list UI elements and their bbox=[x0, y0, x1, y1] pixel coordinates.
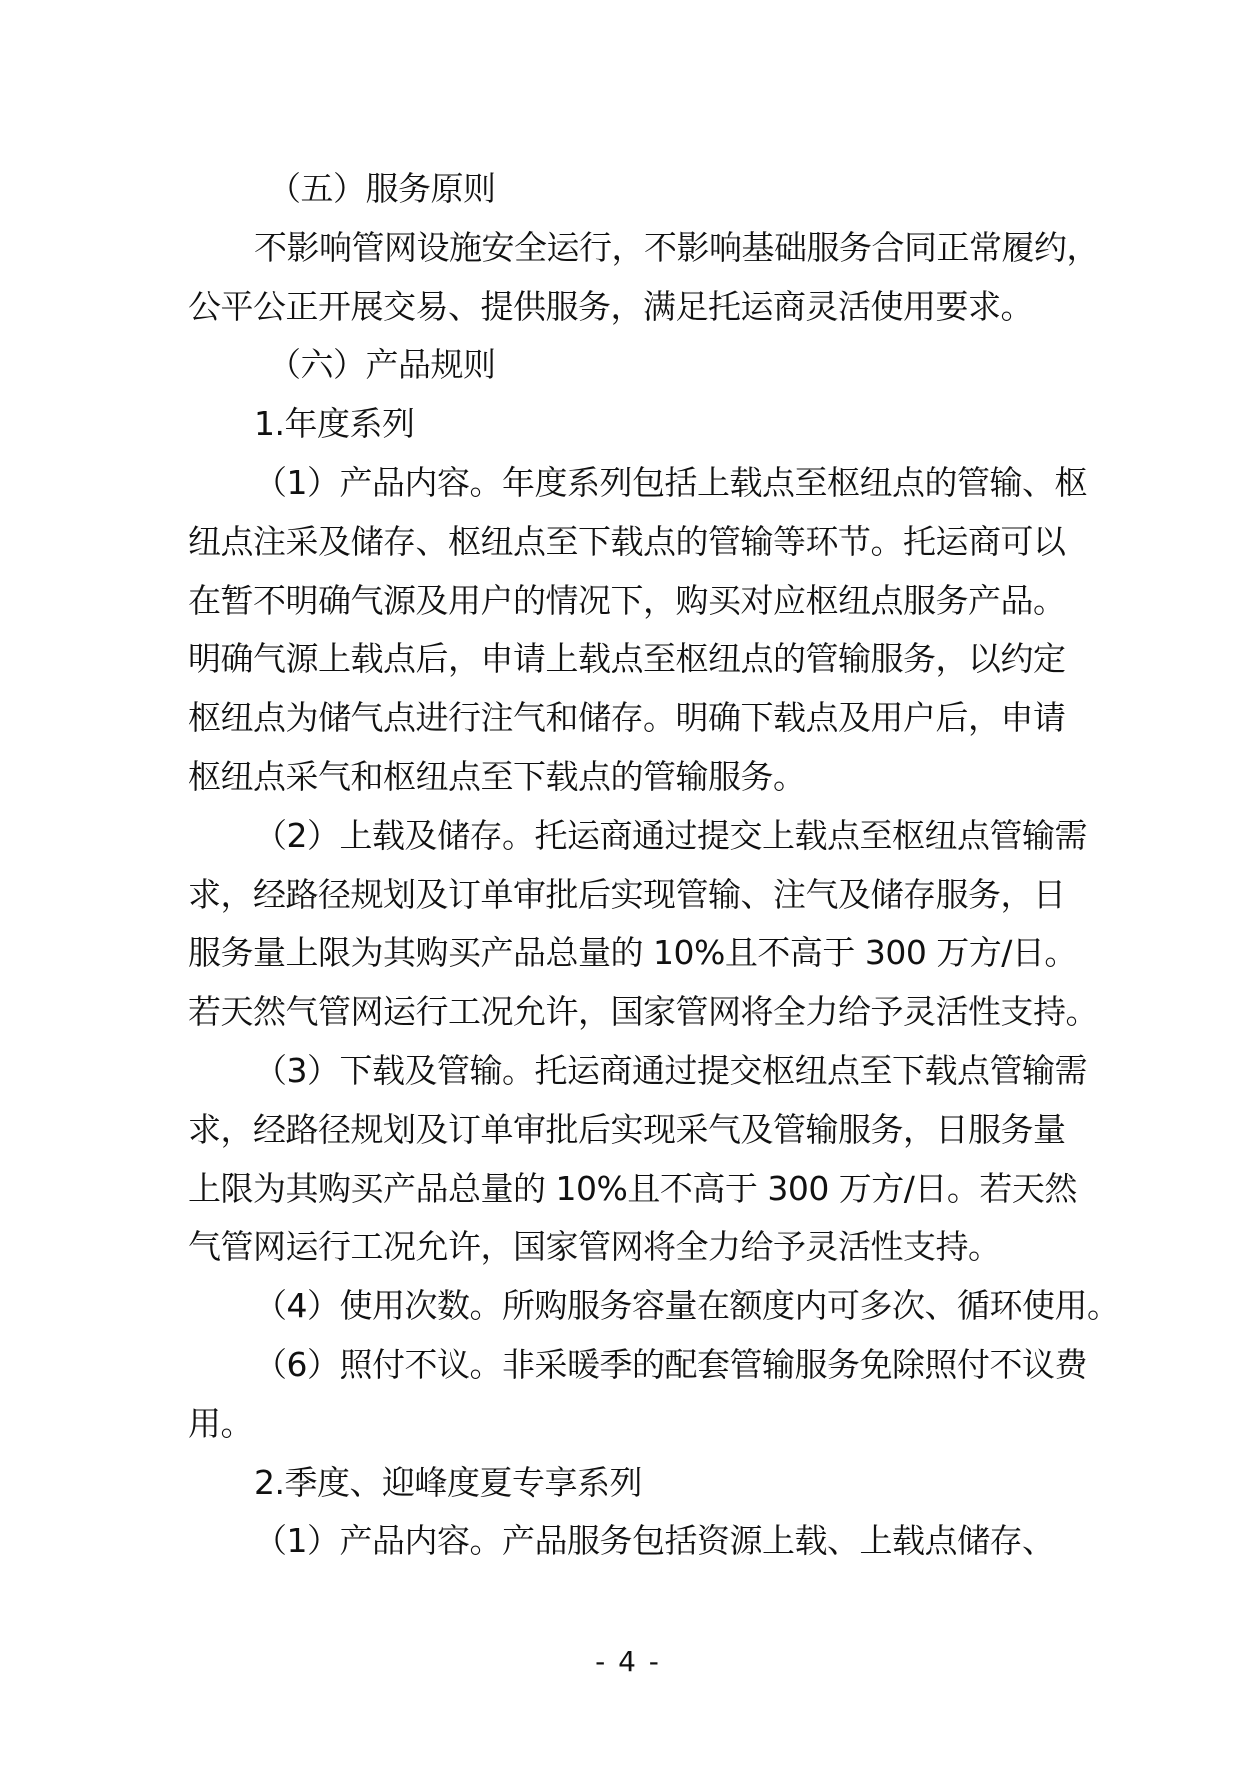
text-line: 气管网运行工况允许，国家管网将全力给予灵活性支持。 bbox=[188, 1227, 1001, 1267]
text-line: 纽点注采及储存、枢纽点至下载点的管输等环节。托运商可以 bbox=[188, 521, 1066, 561]
text-line: 用。 bbox=[188, 1403, 253, 1443]
text-line: （六）产品规则 bbox=[268, 345, 496, 385]
text-line: 枢纽点采气和枢纽点至下载点的管输服务。 bbox=[188, 756, 806, 796]
text-line: 2.季度、迎峰度夏专享系列 bbox=[254, 1462, 642, 1502]
document-body bbox=[188, 160, 1120, 1571]
text-line: （2）上载及储存。托运商通过提交上载点至枢纽点管输需 bbox=[254, 815, 1087, 855]
text-line: 枢纽点为储气点进行注气和储存。明确下载点及用户后，申请 bbox=[188, 698, 1066, 738]
text-line: 求，经路径规划及订单审批后实现采气及管输服务，日服务量 bbox=[188, 1109, 1066, 1149]
text-line: 不影响管网设施安全运行，不影响基础服务合同正常履约， bbox=[254, 227, 1099, 267]
page-number: - 4 - bbox=[595, 1645, 661, 1678]
text-line: 服务量上限为其购买产品总量的 10%且不高于 300 万方/日。 bbox=[188, 933, 1077, 973]
text-line: （1）产品内容。产品服务包括资源上载、上载点储存、 bbox=[254, 1521, 1055, 1561]
text-line: 明确气源上载点后，申请上载点至枢纽点的管输服务，以约定 bbox=[188, 639, 1066, 679]
text-line: （1）产品内容。年度系列包括上载点至枢纽点的管输、枢 bbox=[254, 462, 1087, 502]
text-line: （4）使用次数。所购服务容量在额度内可多次、循环使用。 bbox=[254, 1286, 1120, 1326]
text-line: 公平公正开展交易、提供服务，满足托运商灵活使用要求。 bbox=[188, 286, 1033, 326]
text-line: 1.年度系列 bbox=[254, 404, 415, 444]
text-line: 在暂不明确气源及用户的情况下，购买对应枢纽点服务产品。 bbox=[188, 580, 1066, 620]
text-line: （6）照付不议。非采暖季的配套管输服务免除照付不议费 bbox=[254, 1344, 1087, 1384]
text-line: （五）服务原则 bbox=[268, 169, 496, 208]
text-line: 上限为其购买产品总量的 10%且不高于 300 万方/日。若天然 bbox=[188, 1168, 1077, 1208]
text-line: 求，经路径规划及订单审批后实现管输、注气及储存服务，日 bbox=[188, 874, 1066, 914]
text-line: 若天然气管网运行工况允许，国家管网将全力给予灵活性支持。 bbox=[188, 992, 1098, 1032]
text-line: （3）下载及管输。托运商通过提交枢纽点至下载点管输需 bbox=[254, 1050, 1087, 1090]
